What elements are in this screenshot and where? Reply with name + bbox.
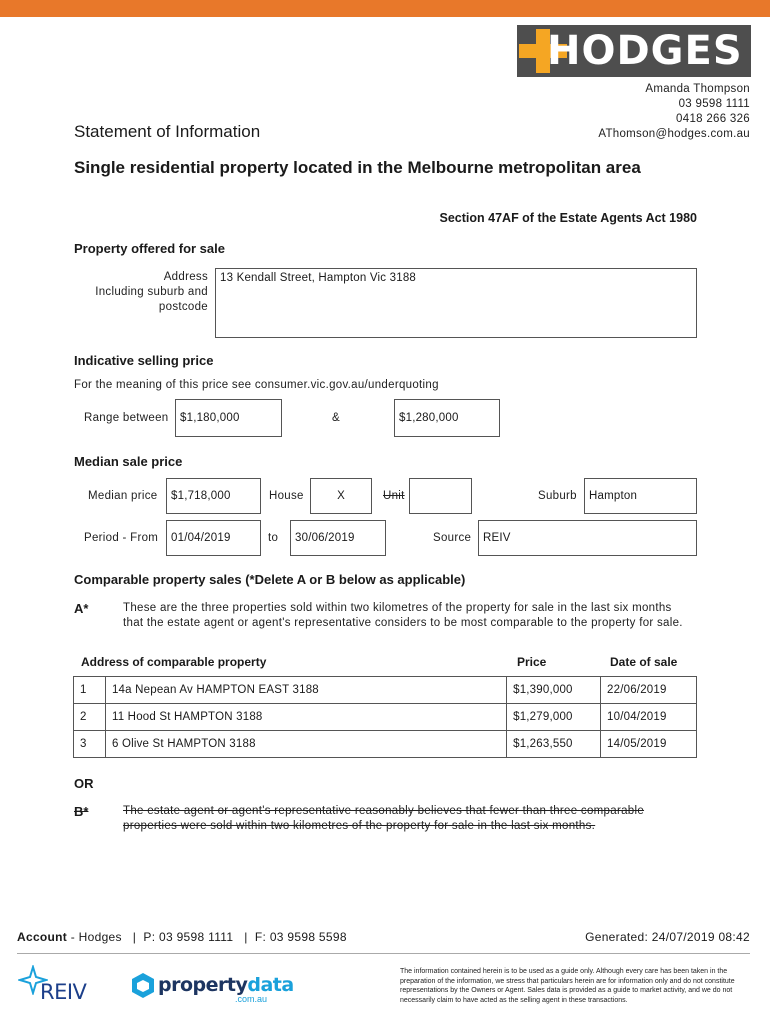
address-field[interactable]: 13 Kendall Street, Hampton Vic 3188 [215, 268, 697, 338]
agent-email[interactable]: AThomson@hodges.com.au [598, 128, 750, 140]
agent-contact [598, 82, 750, 142]
unit-checkbox[interactable] [409, 478, 472, 514]
unit-label: Unit [383, 490, 405, 502]
logo-text: HODGES [547, 28, 743, 74]
col-address-header: Address of comparable property [81, 655, 267, 669]
source-label: Source [433, 532, 472, 544]
period-to-field[interactable]: 30/06/2019 [290, 520, 386, 556]
reiv-logo [18, 965, 98, 1005]
option-a-text: These are the three properties sold within two kilometres of the property for sale in the last six months that the estate agent or agent's representative considers to be most comparable to the property for sale. [123, 602, 683, 629]
propertydata-logo [130, 970, 294, 1006]
suburb-label: Suburb [538, 490, 577, 502]
top-accent-bar [0, 0, 770, 17]
underquoting-note: For the meaning of this price see consumer.vic.gov.au/underquoting [74, 379, 439, 391]
section-reference: Section 47AF of the Estate Agents Act 1980 [439, 211, 697, 225]
row-price[interactable]: $1,279,000 [507, 704, 601, 731]
reiv-logo-text: REIV [40, 980, 87, 1004]
house-label: House [269, 490, 304, 502]
address-label [74, 270, 208, 315]
agent-phone: 03 9598 1111 [678, 98, 750, 110]
row-number: 1 [74, 677, 106, 704]
row-price[interactable]: $1,263,550 [507, 731, 601, 758]
median-heading: Median sale price [74, 454, 183, 469]
agent-name: Amanda Thompson [645, 83, 750, 95]
page-title: Single residential property located in the Melbourne metropolitan area [74, 158, 641, 177]
row-address[interactable]: 11 Hood St HAMPTON 3188 [105, 704, 506, 731]
property-heading: Property offered for sale [74, 241, 225, 256]
median-label: Median price [88, 490, 158, 502]
pd-logo-accent: data [247, 974, 294, 996]
or-label: OR [74, 776, 94, 791]
propertydata-logo-text [158, 974, 294, 996]
suburb-field[interactable]: Hampton [584, 478, 697, 514]
house-checkbox[interactable]: X [310, 478, 372, 514]
period-from-field[interactable]: 01/04/2019 [166, 520, 261, 556]
option-b-text: The estate agent or agent's representative reasonably believes that fewer than three comparable properties were sold within two kilometres of the property for sale in the last six months. [123, 805, 645, 832]
row-address[interactable]: 6 Olive St HAMPTON 3188 [105, 731, 506, 758]
account-details: - Hodges | P: 03 9598 1111 | F: 03 9598 5598 [67, 930, 347, 944]
indicative-heading: Indicative selling price [74, 353, 214, 368]
hodges-logo [517, 25, 751, 77]
price-low-field[interactable]: $1,180,000 [175, 399, 282, 437]
comparable-heading: Comparable property sales (*Delete A or B below as applicable) [74, 572, 466, 587]
account-label: Account [17, 930, 68, 944]
col-price-header: Price [517, 655, 547, 669]
range-label: Range between [84, 412, 169, 424]
table-row [74, 677, 697, 704]
row-address[interactable]: 14a Nepean Av HAMPTON EAST 3188 [105, 677, 506, 704]
period-to-label: to [268, 532, 279, 544]
address-label-line3: postcode [158, 301, 208, 313]
footer-account [17, 930, 347, 944]
median-price-field[interactable]: $1,718,000 [166, 478, 261, 514]
option-b-label: B* [74, 804, 89, 819]
source-field[interactable]: REIV [478, 520, 697, 556]
statement-title: Statement of Information [74, 122, 261, 141]
row-date[interactable]: 10/04/2019 [601, 704, 697, 731]
address-label-line1: Address [163, 271, 208, 283]
disclaimer-text: The information contained herein is to be used as a guide only. Although every care has been taken in the preparation of the information, we stress that particulars herein are for information only and do not constitute representations by the Owners or Agent. Sales data is provided as a guide to market activity, and we do not necessarily claim to have acted as the selling agent in these transactions. [400, 968, 735, 1004]
table-row [74, 731, 697, 758]
price-high-field[interactable]: $1,280,000 [394, 399, 500, 437]
agent-mobile: 0418 266 326 [676, 113, 750, 125]
row-number: 3 [74, 731, 106, 758]
row-date[interactable]: 22/06/2019 [601, 677, 697, 704]
row-number: 2 [74, 704, 106, 731]
generated-timestamp: Generated: 24/07/2019 08:42 [585, 930, 750, 944]
table-row [74, 704, 697, 731]
address-label-line2: Including suburb and [95, 286, 208, 298]
footer-divider [17, 953, 750, 954]
propertydata-hex-icon [130, 972, 156, 1000]
option-a-label: A* [74, 601, 89, 616]
col-date-header: Date of sale [610, 655, 678, 669]
period-label: Period - From [84, 532, 159, 544]
comparable-table [73, 676, 697, 758]
range-and: & [332, 412, 340, 424]
pd-logo-main: property [158, 974, 248, 996]
propertydata-logo-sub: .com.au [235, 994, 268, 1004]
row-price[interactable]: $1,390,000 [507, 677, 601, 704]
row-date[interactable]: 14/05/2019 [601, 731, 697, 758]
